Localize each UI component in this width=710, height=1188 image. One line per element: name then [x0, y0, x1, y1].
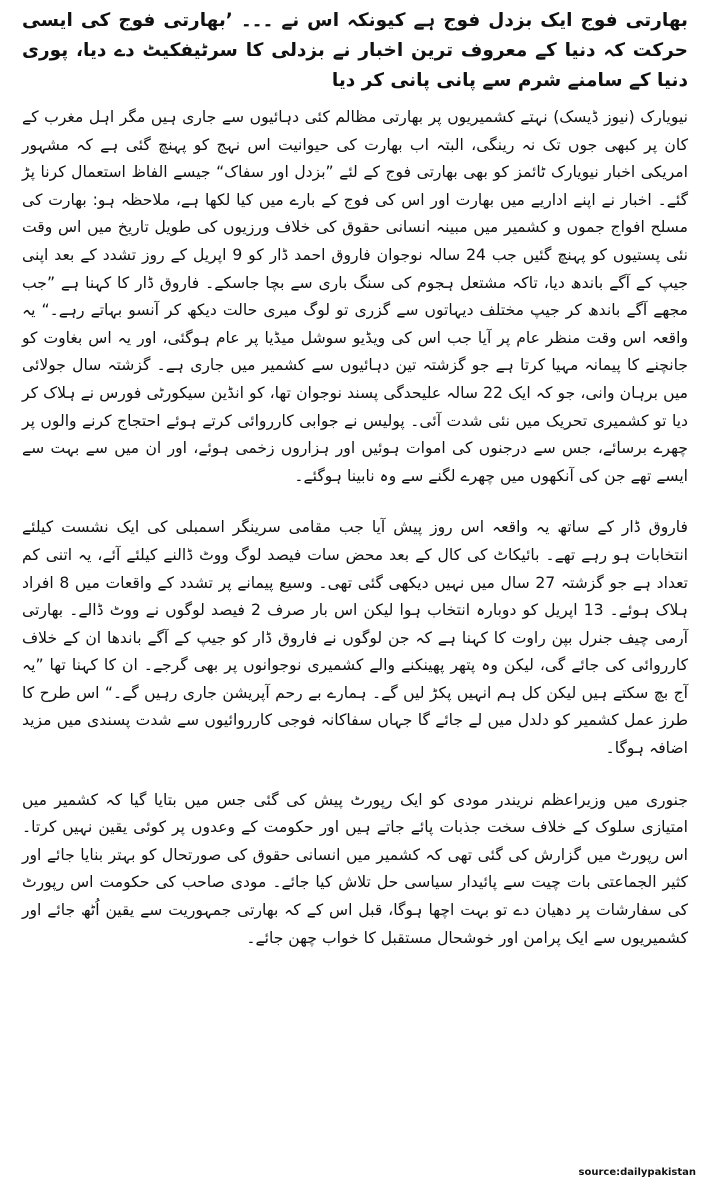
source-credit: source:dailypakistan: [578, 1167, 696, 1178]
article-headline: بھارتی فوج ایک بزدل فوج ہے کیونکہ اس نے ۔۔۔ ’بھارتی فوج کی ایسی حرکت کہ دنیا کے معروف ترین اخبار نے بزدلی کا سرٹیفکیٹ دے دیا، پوری دنیا کے سامنے شرم سے پانی پانی کر دیا: [22, 10, 688, 91]
article-paragraph-3: جنوری میں وزیراعظم نریندر مودی کو ایک رپورٹ پیش کی گئی جس میں بتایا گیا کہ کشمیر میں امتیازی سلوک کے خلاف سخت جذبات پائے جاتے ہیں اور حکومت کے وعدوں پر کوئی یقین نہیں کرتا۔ اس رپورٹ میں گزارش کی گئی تھی کہ کشمیر میں انسانی حقوق کی صورتحال کو بہتر بنایا جائے اور کثیر الجماعتی بات چیت سے پائیدار سیاسی حل تلاش کیا جائے۔ مودی صاحب کی حکومت اس رپورٹ کی سفارشات پر دھیان دے تو بہت اچھا ہوگا، قبل اس کے کہ بھارتی جمہوریت سے یقین اُٹھ جائے اور کشمیریوں سے ایک پرامن اور خوشحال مستقبل کا خواب چھن جائے۔: [22, 790, 688, 947]
article-paragraph-2: فاروق ڈار کے ساتھ یہ واقعہ اس روز پیش آیا جب مقامی سرینگر اسمبلی کی ایک نشست کیلئے انتخابات ہو رہے تھے۔ بائیکاٹ کی کال کے بعد محض سات فیصد لوگ ووٹ ڈالنے کیلئے آئے، یہ اتنی کم تعداد ہے جو گزشتہ 27 سال میں نہیں دیکھی گئی تھی۔ وسیع پیمانے پر تشدد کے واقعات میں 8 افراد ہلاک ہوئے۔ 13 اپریل کو دوبارہ انتخاب ہوا لیکن اس بار صرف 2 فیصد لوگوں نے ووٹ ڈالے۔ بھارتی آرمی چیف جنرل بپن راوت کا کہنا ہے کہ جن لوگوں نے فاروق ڈار کو جیپ کے آگے باندھا ان کے خلاف کارروائی کی جائے گی، لیکن وہ پتھر پھینکنے والے کشمیری نوجوانوں پر بھی گرجے۔ ان کا کہنا تھا ”یہ آج بچ سکتے ہیں لیکن کل ہم انہیں پکڑ لیں گے۔ ہمارے بے رحم آپریشن جاری رہیں گے۔“ اس طرح کا طرز عمل کشمیر کو دلدل میں لے جائے گا جہاں سفاکانہ فوجی کارروائیوں سے شدت پسندی میں مزید اضافہ ہوگا۔: [22, 518, 689, 758]
article-paragraph-1: نیویارک (نیوز ڈیسک) نہتے کشمیریوں پر بھارتی مظالم کئی دہائیوں سے جاری ہیں مگر اہل مغرب کے کان پر کبھی جوں تک نہ رینگی، البتہ اب بھارت کی حیوانیت اس نہج کو پہنچ گئی ہے کہ مشہور امریکی اخبار نیویارک ٹائمز کو بھی بھارتی فوج کے لئے ”بزدل اور سفاک“ جیسے الفاظ استعمال کرنا پڑ گئے۔ اخبار نے اپنے اداریے میں بھارت اور اس کی فوج کے بارے میں کیا لکھا ہے، ملاحظہ ہو: بھارت کی مسلح افواج جموں و کشمیر میں مبینہ انسانی حقوق کی خلاف ورزیوں کی طویل تاریخ میں اس وقت نئی پستیوں کو پہنچ گئیں جب 24 سالہ نوجوان فاروق احمد ڈار کو 9 اپریل کے روز تشدد کے بعد اپنی جیپ کے آگے باندھ دیا، تاکہ مشتعل ہجوم کی سنگ باری سے بچا جاسکے۔ فاروق ڈار کا کہنا ہے ”جب مجھے آگے باندھ کر جیپ مختلف دیہاتوں سے گزری تو لوگ میری حالت دیکھ کر آنسو بہاتے رہے۔“ یہ واقعہ اس وقت منظر عام پر آیا جب اس کی ویڈیو سوشل میڈیا پر عام ہوگئی، اور یہ اس بغاوت کو جانچنے کا پیمانہ مہیا کرتا ہے جو گزشتہ تین دہائیوں سے کشمیر میں جاری ہے۔ گزشتہ سال جولائی میں برہان وانی، جو کہ ایک 22 سالہ علیحدگی پسند نوجوان تھا، کو انڈین سیکورٹی فورس نے ہلاک کر دیا تو کشمیری تحریک میں نئی شدت آئی۔ پولیس نے جوابی کارروائی کرتے ہوئے احتجاج کرنے والوں پر چھرے برسائے، جس سے درجنوں کی اموات ہوئیں اور ہزاروں زخمی ہوئے، اور ان میں سے بہت سے ایسے تھے جن کی آنکھوں میں چھرے لگنے سے وہ نابینا ہوگئے۔: [22, 108, 689, 485]
